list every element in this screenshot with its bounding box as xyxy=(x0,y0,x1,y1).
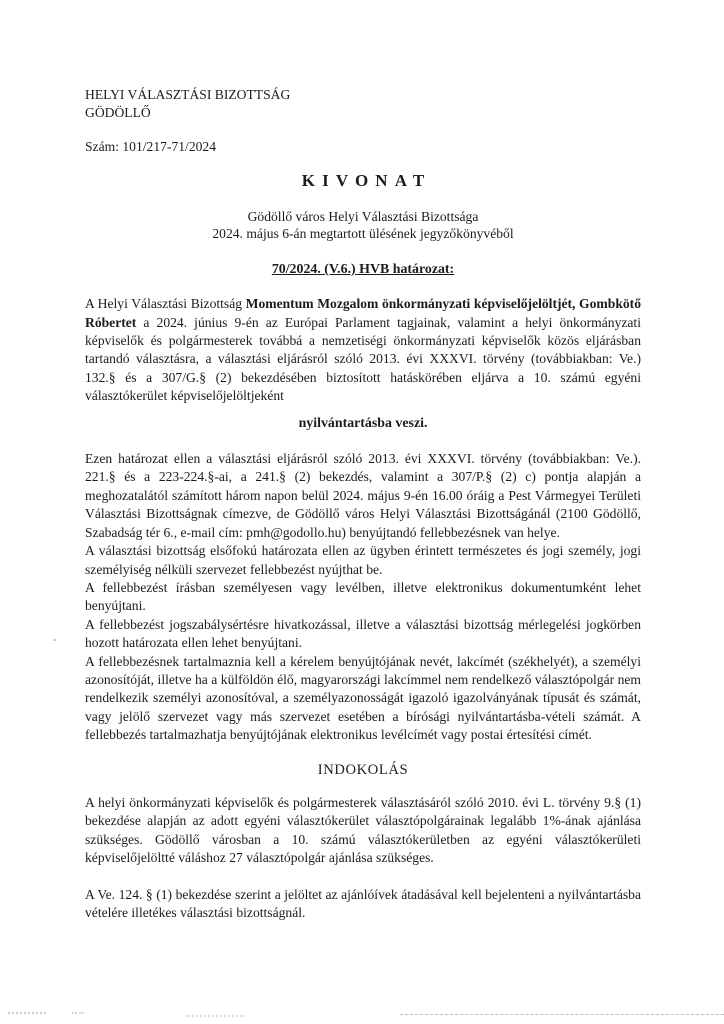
scan-noise-line xyxy=(72,1012,84,1014)
letterhead-city: GÖDÖLLŐ xyxy=(85,105,151,121)
case-number: Szám: 101/217-71/2024 xyxy=(85,138,217,154)
reasoning-paragraph: A Ve. 124. § (1) bekezdése szerint a jelöltet az ajánlóívek átadásával kell bejelenteni a nyilvántartásba vételére illetékes választási bizottságnál. xyxy=(85,886,641,920)
appeal-paragraph: A fellebbezésnek tartalmaznia kell a kérelem benyújtójának nevét, lakcímét (székhelyét), a személyi azonosítóját, illetve ha a külföldön élő, magyarországi lakcímmel nem rendelkező választópolgár nem rendelkezik személyi azonosítóval, a személyazonosságát igazoló igazolványának típusát és számát, vagy jelölő szervezet vagy más szervezet esetében a bírósági nyilvántartásba-vételi számát. A fellebbezés tartalmazhatja benyújtójának elektronikus levélcímét vagy postai értesítési címét. xyxy=(85,653,641,743)
scan-noise-line xyxy=(400,1014,724,1015)
decision-text-post: a 2024. június 9-én az Európai Parlament tagjainak, valamint a helyi önkormányzati képviselők és polgármesterek továbbá a nemzetiségi önkormányzati képviselők közös eljárásban tartandó választásra, a választási eljárásról szóló 2013. évi XXXVI. törvény (továbbiakban: Ve.) 132.§ és a 307/G.§ (2) bekezdésében biztosított hatáskörében eljárva a 10. számú egyéni választókerület képviselőjelöltjeként xyxy=(85,314,641,404)
decision-text-pre: A Helyi Választási Bizottság xyxy=(85,296,246,312)
decision-heading xyxy=(85,261,641,279)
scan-speck-artifact xyxy=(53,639,56,641)
appeal-information xyxy=(85,450,641,745)
operative-clause: nyilvántartásba veszi. xyxy=(298,415,428,431)
appeal-paragraph: A fellebbezést írásban személyesen vagy levélben, illetve elektronikus dokumentumként lehet benyújtani. xyxy=(85,579,641,614)
scan-noise-line xyxy=(185,1015,245,1017)
appeal-paragraph: A fellebbezést jogszabálysértésre hivatkozással, illetve a választási bizottság mérlegelési jogkörben hozott határozata ellen lehet benyújtani. xyxy=(85,616,641,651)
scan-noise-line xyxy=(8,1012,46,1014)
letterhead-org-name: HELYI VÁLASZTÁSI BIZOTTSÁG xyxy=(85,87,291,102)
document-title: KIVONAT xyxy=(301,171,432,191)
appeal-paragraph: Ezen határozat ellen a választási eljárásról szóló 2013. évi XXXVI. törvény (továbbiakban: Ve.). 221.§ és a 223-224.§-ai, a 241.§ (2) bekezdés, valamint a 307/P.§ (2) c) pontja alapján a meghozatalától számított három napon belül 2024. május 9-én 16.00 óráig a Pest Vármegyei Területi Választási Bizottságnak címezve, de Gödöllő város Helyi Választási Bizottságánál (2100 Gödöllő, Szabadság tér 6., e-mail cím: pmh@godollo.hu) benyújtandó fellebbezésnek van helye. xyxy=(85,451,641,540)
candidate-name-bold: Momentum Mozgalom önkormányzati képviselőjelöltjét, Gombkötő Róbertet xyxy=(85,296,641,330)
subtitle-committee: Gödöllő város Helyi Választási Bizottsága xyxy=(247,208,479,224)
decision-paragraph xyxy=(85,295,641,405)
document-content xyxy=(85,86,641,922)
subtitle-session: 2024. május 6-án megtartott ülésének jegyzőkönyvéből xyxy=(212,226,514,242)
letterhead xyxy=(85,86,641,123)
appeal-paragraph: A választási bizottság elsőfokú határozata ellen az ügyben érintett természetes és jogi személy, jogi személyiség nélküli szervezet fellebbezést nyújthat be. xyxy=(85,543,641,577)
reasoning-paragraph: A helyi önkormányzati képviselők és polgármesterek választásáról szóló 2010. évi L. törvény 9.§ (1) bekezdése alapján az adott egyéni választókerület választópolgárainak legalább 1%-ának ajánlása szükséges. Gödöllő városban a 10. számú választókerületben az egyéni választókerületi képviselőjelöltté váláshoz 27 választópolgár ajánlása szükséges. xyxy=(85,794,641,866)
decision-heading-text: 70/2024. (V.6.) HVB határozat: xyxy=(271,261,455,277)
reasoning-heading: INDOKOLÁS xyxy=(317,761,409,778)
